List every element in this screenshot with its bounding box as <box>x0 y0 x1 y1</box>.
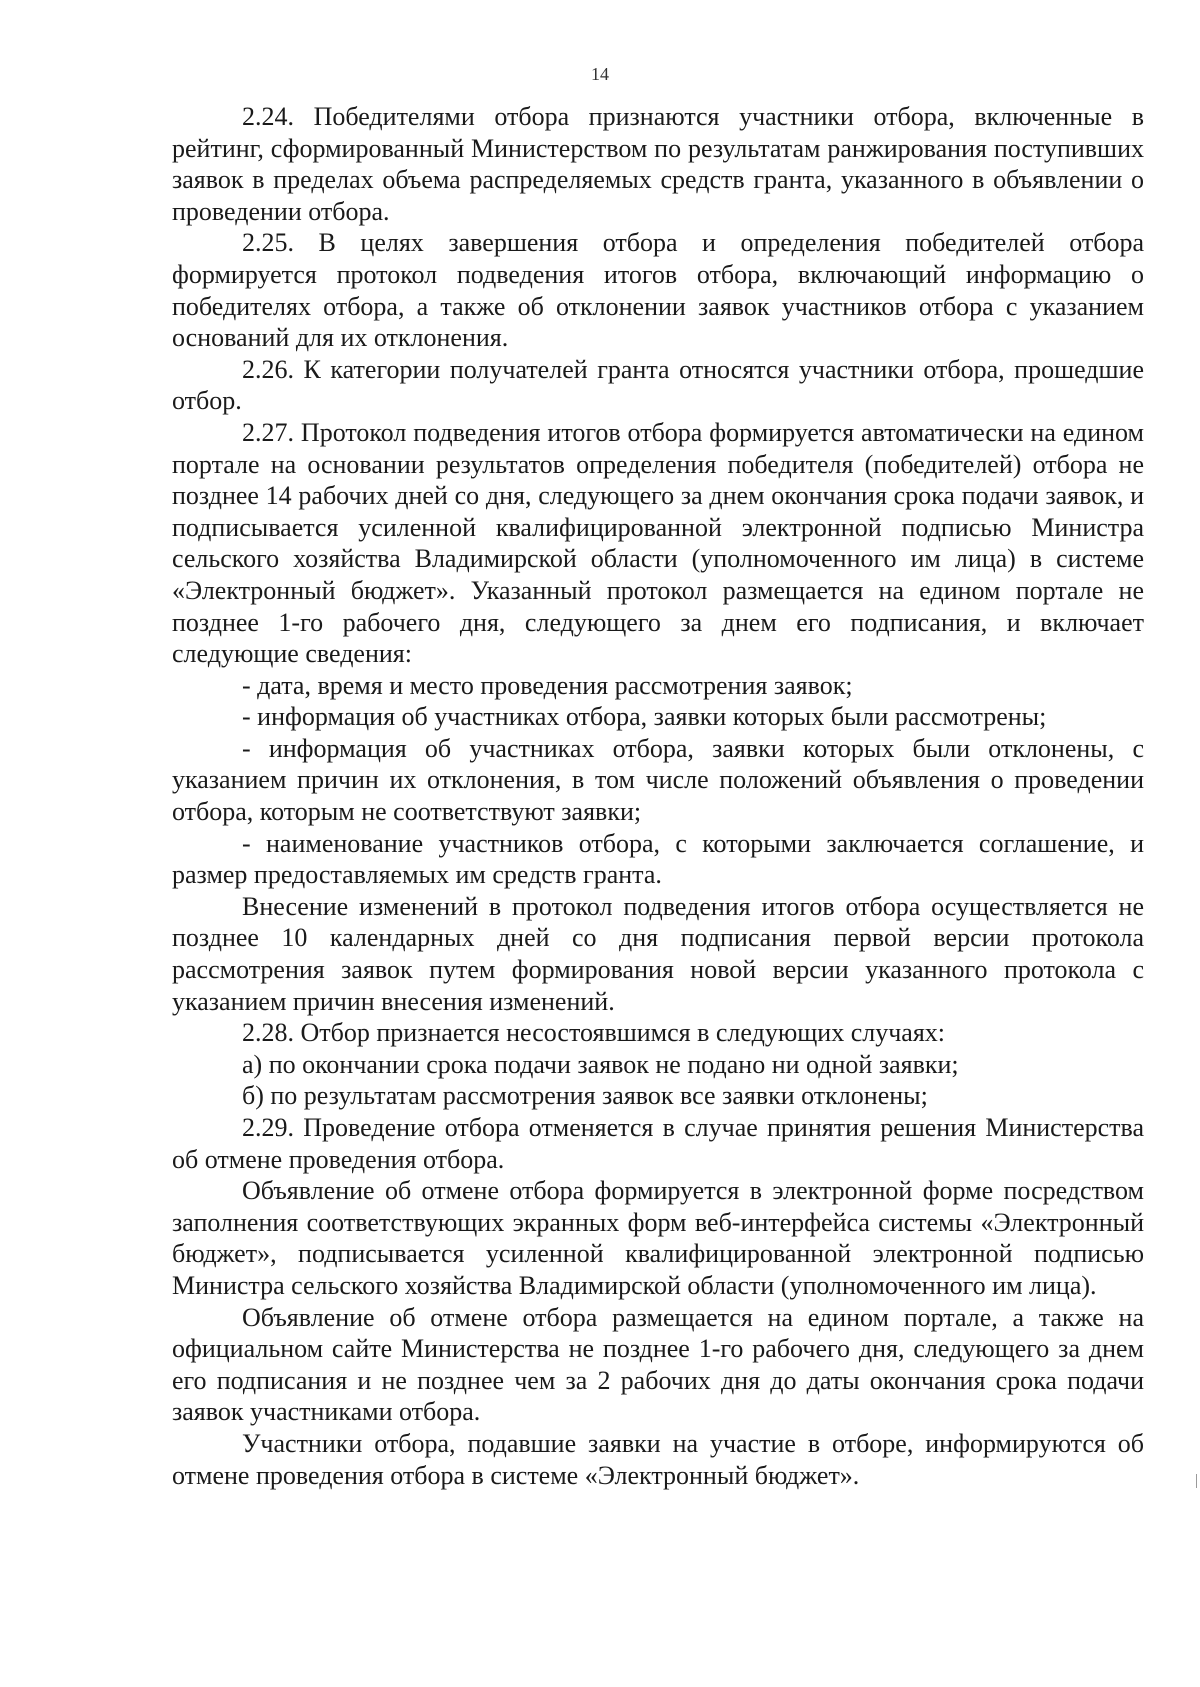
list-item-b: б) по результатам рассмотрения заявок все заявки отклонены; <box>242 1081 928 1111</box>
paragraph-cancel-announcement-form: Объявление об отмене отбора формируется в электронной форме посредством заполнения соответствующих экранных форм веб-интерфейса системы «Электронный бюджет», подписывается усиленной квалифицированной электронной подписью Министра сельского хозяйства Владимирской области (уполномоченного им лица). <box>172 1176 1144 1300</box>
paragraph-2-25: 2.25. В целях завершения отбора и определения победителей отбора формируется протокол подведения итогов отбора, включающий информацию о победителях отбора, а также об отклонении заявок участников отбора с указанием оснований для их отклонения. <box>172 228 1144 353</box>
page-number: 14 <box>591 64 609 84</box>
list-item-agreement-participants: - наименование участников отбора, с которыми заключается соглашение, и размер предоставляемых им средств гранта. <box>172 828 1144 890</box>
paragraph-cancel-announcement-publication: Объявление об отмене отбора размещается на едином портале, а также на официальном сайте Министерства не позднее 1-го рабочего дня, следующего за днем его подписания и не позднее чем за 2 рабочих дня до даты окончания срока подачи заявок участниками отбора. <box>172 1302 1144 1427</box>
paragraph-2-29: 2.29. Проведение отбора отменяется в случае принятия решения Министерства об отмене проведения отбора. <box>172 1113 1144 1174</box>
scan-artifact <box>1196 1474 1197 1488</box>
paragraph-2-27: 2.27. Протокол подведения итогов отбора формируется автоматически на едином портале на основании результатов определения победителя (победителей) отбора не позднее 14 рабочих дней со дня, следующего за днем окончания срока подачи заявок, и подписывается усиленной квалифицированной электронной подписью Министра сельского хозяйства Владимирской области (уполномоченного им лица) в системе «Электронный бюджет». Указанный протокол размещается на едином портале не позднее 1-го рабочего дня, следующего за днем его подписания, и включает следующие сведения: <box>172 417 1144 669</box>
list-item-a: а) по окончании срока подачи заявок не подано ни одной заявки; <box>242 1049 959 1079</box>
document-body <box>172 101 1144 1491</box>
list-item-rejected-participants: - информация об участниках отбора, заявки которых были отклонены, с указанием причин их отклонения, в том числе положений объявления о проведении отбора, которым не соответствуют заявки; <box>172 733 1144 827</box>
paragraph-participants-informed: Участники отбора, подавшие заявки на участие в отборе, информируются об отмене проведения отбора в системе «Электронный бюджет». <box>172 1428 1144 1490</box>
list-item-date-time-place: - дата, время и место проведения рассмотрения заявок; <box>242 670 853 700</box>
list-item-reviewed-participants: - информация об участниках отбора, заявки которых были рассмотрены; <box>242 702 1047 732</box>
paragraph-protocol-changes: Внесение изменений в протокол подведения итогов отбора осуществляется не позднее 10 календарных дней со дня подписания первой версии протокола рассмотрения заявок путем формирования новой версии указанного протокола с указанием причин внесения изменений. <box>172 891 1144 1016</box>
paragraph-2-26: 2.26. К категории получателей гранта относятся участники отбора, прошедшие отбор. <box>172 354 1144 416</box>
paragraph-2-28: 2.28. Отбор признается несостоявшимся в следующих случаях: <box>242 1018 946 1048</box>
paragraph-2-24: 2.24. Победителями отбора признаются участники отбора, включенные в рейтинг, сформированный Министерством по результатам ранжирования поступивших заявок в пределах объема распределяемых средств гранта, указанного в объявлении о проведении отбора. <box>172 102 1144 226</box>
